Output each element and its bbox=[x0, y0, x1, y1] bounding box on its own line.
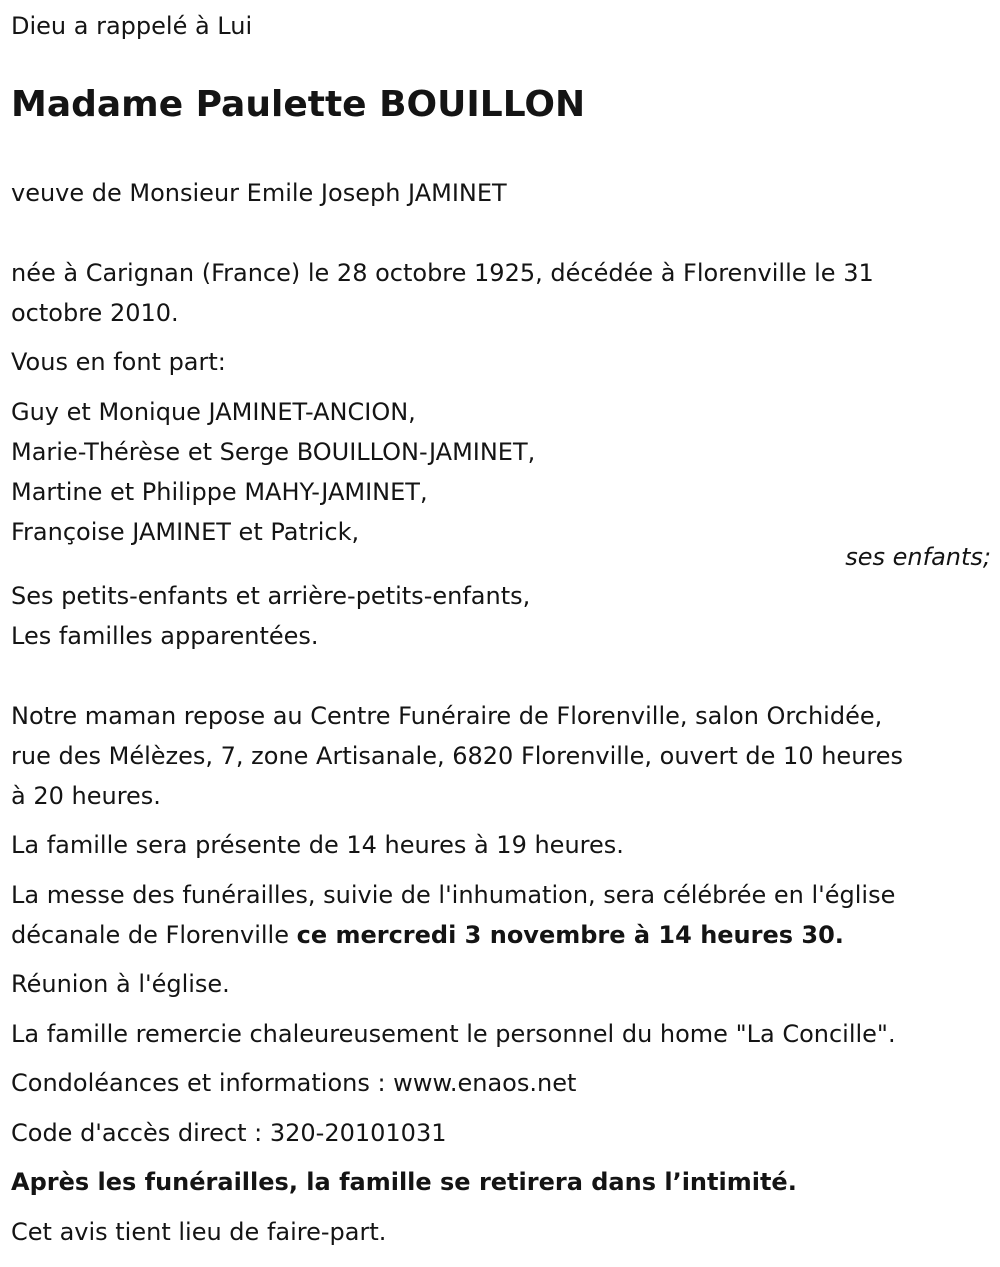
resting-line: Notre maman repose au Centre Funéraire de Florenville, salon Orchidée, bbox=[11, 702, 883, 730]
child-entry: Françoise JAMINET et Patrick, bbox=[11, 518, 360, 546]
family-entry: Les familles apparentées. bbox=[11, 622, 319, 650]
child-entry: Guy et Monique JAMINET-ANCION, bbox=[11, 398, 416, 426]
mass-date-time: ce mercredi 3 novembre à 14 heures 30. bbox=[296, 921, 844, 949]
condolences-line: Condoléances et informations : www.enaos.net bbox=[11, 1069, 577, 1097]
thanks-line: La famille remercie chaleureusement le personnel du home "La Concille". bbox=[11, 1020, 896, 1048]
presence-line: La famille sera présente de 14 heures à 19 heures. bbox=[11, 831, 624, 859]
children-label: ses enfants; bbox=[845, 543, 991, 571]
resting-place-info bbox=[11, 696, 903, 816]
child-entry: Martine et Philippe MAHY-JAMINET, bbox=[11, 478, 428, 506]
deceased-name: Madame Paulette BOUILLON bbox=[11, 84, 586, 125]
announce-line: Vous en font part: bbox=[11, 348, 226, 376]
family-entry: Ses petits-enfants et arrière-petits-enfants, bbox=[11, 582, 531, 610]
mass-line-1: La messe des funérailles, suivie de l'inhumation, sera célébrée en l'église bbox=[11, 881, 896, 909]
children-list bbox=[11, 392, 535, 552]
widow-line: veuve de Monsieur Emile Joseph JAMINET bbox=[11, 179, 507, 207]
access-code-line: Code d'accès direct : 320-20101031 bbox=[11, 1119, 447, 1147]
reunion-line: Réunion à l'église. bbox=[11, 970, 230, 998]
birth-death-info bbox=[11, 253, 874, 333]
after-funeral-line: Après les funérailles, la famille se retirera dans l’intimité. bbox=[11, 1168, 797, 1196]
extended-family bbox=[11, 576, 530, 656]
birth-death-line-1: née à Carignan (France) le 28 octobre 1925, décédée à Florenville le 31 bbox=[11, 259, 874, 287]
closing-line: Cet avis tient lieu de faire-part. bbox=[11, 1218, 387, 1246]
intro-text: Dieu a rappelé à Lui bbox=[11, 12, 253, 40]
birth-death-line-2: octobre 2010. bbox=[11, 299, 179, 327]
resting-line: rue des Mélèzes, 7, zone Artisanale, 6820 Florenville, ouvert de 10 heures bbox=[11, 742, 904, 770]
child-entry: Marie-Thérèse et Serge BOUILLON-JAMINET, bbox=[11, 438, 536, 466]
mass-line-2-text: décanale de Florenville bbox=[11, 921, 297, 949]
resting-line: à 20 heures. bbox=[11, 782, 161, 810]
mass-line-2 bbox=[11, 915, 895, 955]
mass-info bbox=[11, 875, 895, 955]
